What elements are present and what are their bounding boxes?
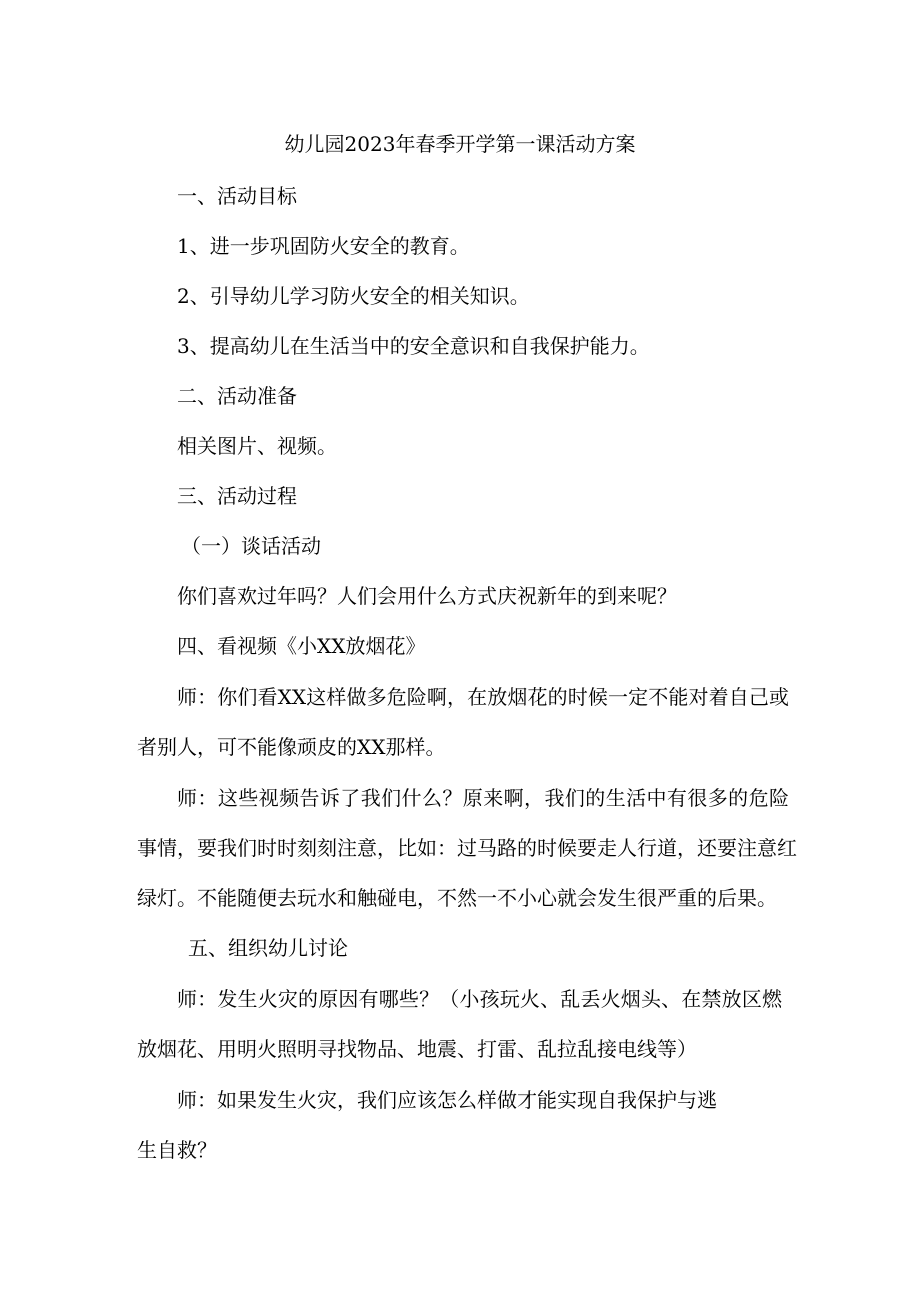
teacher-paragraph-3-line-1: 师：发生火灾的原因有哪些？（小孩玩火、乱丢火烟头、在禁放区燃 <box>177 987 782 1011</box>
section-heading-discussion: 五、组织幼儿讨论 <box>188 936 348 960</box>
teacher-paragraph-1-line-1: 师：你们看XX这样做多危险啊，在放烟花的时候一定不能对着自己或 <box>177 685 789 709</box>
preparation-text: 相关图片、视频。 <box>177 434 337 458</box>
section-heading-preparation: 二、活动准备 <box>177 384 297 408</box>
goal-item-1: 1、进一步巩固防火安全的教育。 <box>177 234 470 258</box>
teacher-paragraph-4-line-1: 师：如果发生火灾，我们应该怎么样做才能实现自我保护与逃 <box>177 1088 717 1112</box>
document-title: 幼儿园2023年春季开学第一课活动方案 <box>284 132 636 156</box>
teacher-paragraph-3-line-2: 放烟花、用明火照明寻找物品、地震、打雷、乱拉乱接电线等） <box>137 1037 697 1061</box>
teacher-paragraph-2-line-1: 师：这些视频告诉了我们什么？原来啊，我们的生活中有很多的危险 <box>177 786 789 810</box>
section-heading-process: 三、活动过程 <box>177 484 297 508</box>
section-heading-video: 四、看视频《小XX放烟花》 <box>177 634 426 658</box>
talk-question: 你们喜欢过年吗？人们会用什么方式庆祝新年的到来呢？ <box>177 584 677 608</box>
teacher-paragraph-2-line-3: 绿灯。不能随便去玩水和触碰电，不然一不小心就会发生很严重的后果。 <box>137 886 777 910</box>
teacher-paragraph-1-line-2: 者别人，可不能像顽皮的XX那样。 <box>137 735 446 759</box>
section-heading-goals: 一、活动目标 <box>177 184 297 208</box>
teacher-paragraph-2-line-2: 事情，要我们时时刻刻注意，比如：过马路的时候要走人行道，还要注意红 <box>137 836 797 860</box>
goal-item-3: 3、提高幼儿在生活当中的安全意识和自我保护能力。 <box>177 334 650 358</box>
goal-item-2: 2、引导幼儿学习防火安全的相关知识。 <box>177 284 530 308</box>
teacher-paragraph-4-line-2: 生自救？ <box>137 1138 217 1162</box>
subsection-heading-talk: （一）谈话活动 <box>181 534 321 558</box>
